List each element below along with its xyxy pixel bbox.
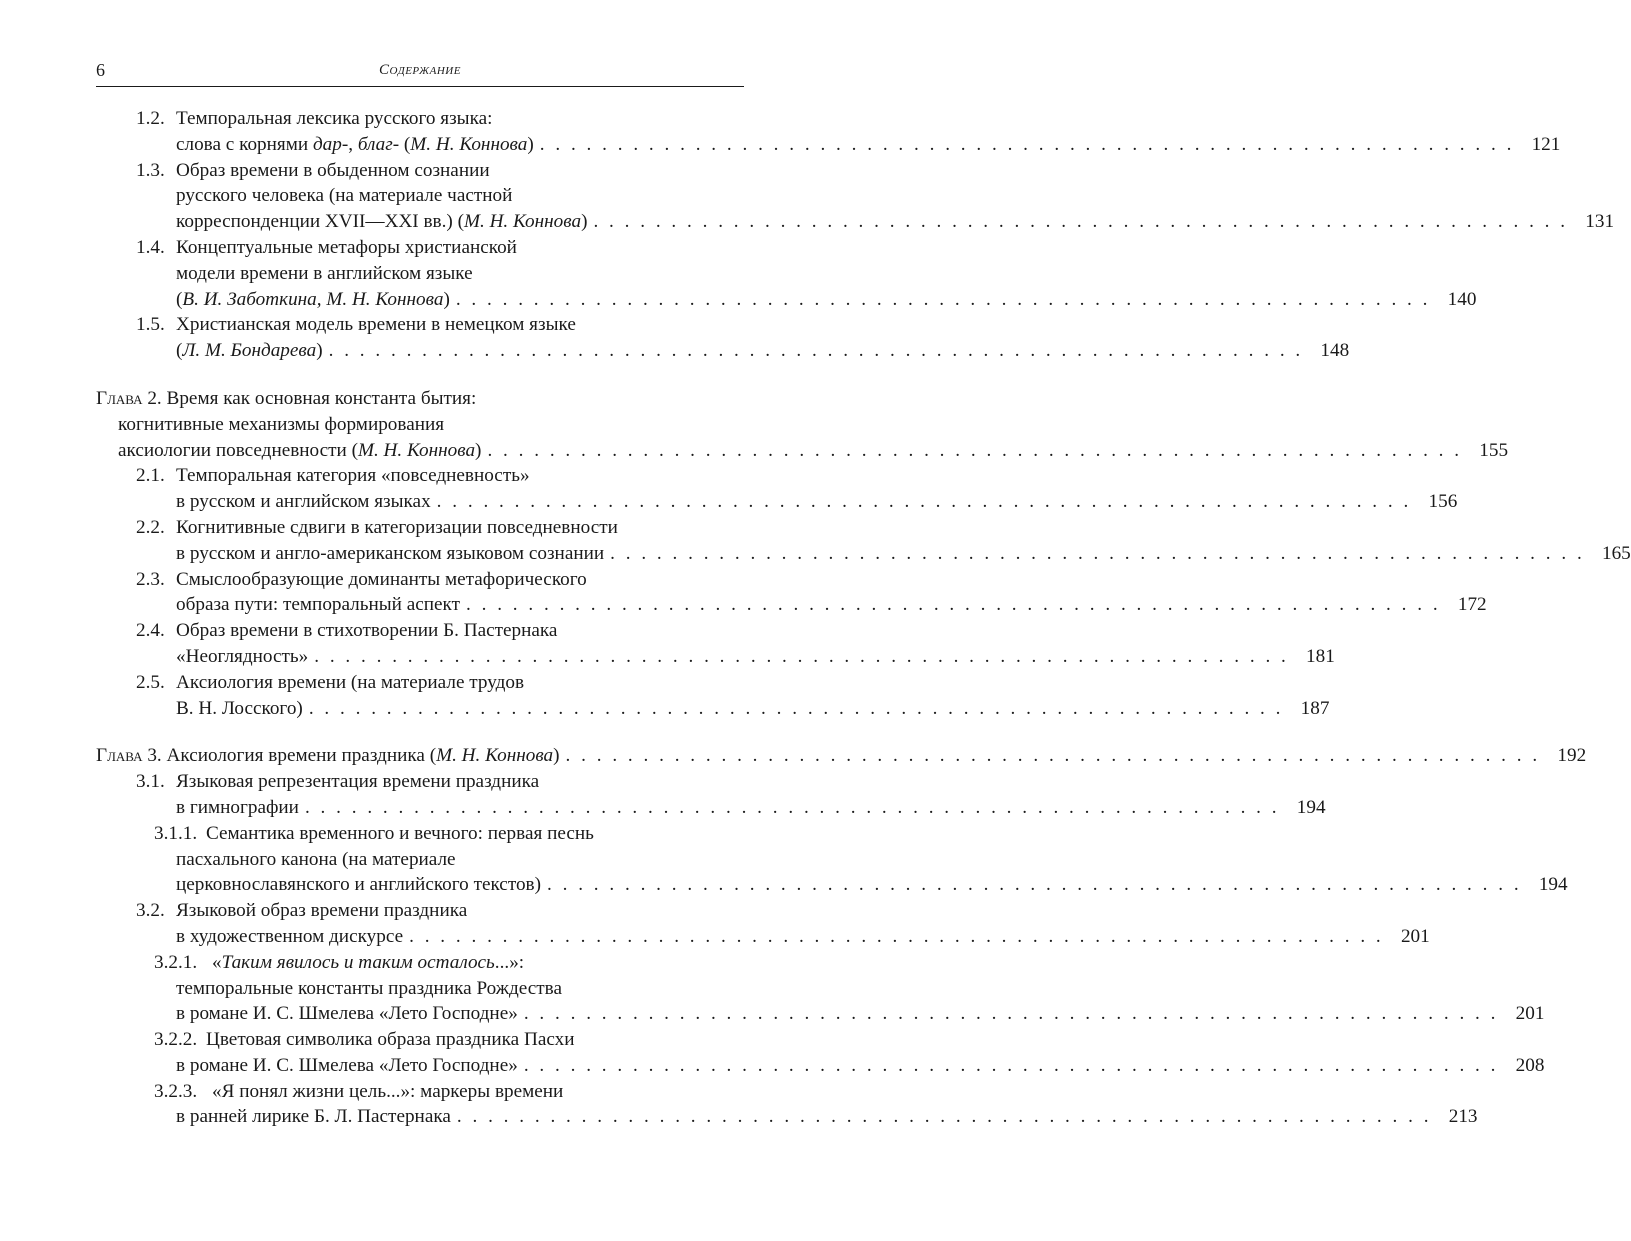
page-number: 6	[96, 60, 105, 80]
page-ref: 121	[1531, 133, 1561, 155]
toc-entry-1-2-line2[interactable]: слова с корнями дар-, благ- (М. Н. Коннова) . . . . . . . . . . . . . . . . . . . . . . . . . . . . . . . . . . . . . . . . . . . . . . . . . . . . . . . . . . . . . . . 121	[96, 132, 744, 158]
entry-number: 2.3.	[136, 568, 165, 590]
toc-entry-3-2-3-line2[interactable]: в ранней лирике Б. Л. Пастернака . . . . . . . . . . . . . . . . . . . . . . . . . . . . . . . . . . . . . . . . . . . . . . . . . . . . . . . . . . . . . . . 213	[96, 1104, 744, 1130]
entry-number: 3.2.3.	[154, 1080, 198, 1102]
toc-entry-3-1-1-line1: 3.1.1. Семантика временного и вечного: первая песнь	[96, 821, 744, 847]
entry-number: 1.5.	[136, 314, 165, 336]
toc-entry-1-5-line2[interactable]: (Л. М. Бондарева) . . . . . . . . . . . . . . . . . . . . . . . . . . . . . . . . . . . . . . . . . . . . . . . . . . . . . . . . . . . . . . . 148	[96, 338, 744, 364]
toc-entry-3-2-2-line1: 3.2.2. Цветовая символика образа праздника Пасхи	[96, 1027, 744, 1053]
entry-number: 3.2.	[136, 900, 165, 922]
dot-leader: . . . . . . . . . . . . . . . . . . . . . . . . . . . . . . . . . . . . . . . . . . . . . . . . . . . . . . . . . . . . . . .	[487, 439, 1463, 461]
dot-leader: . . . . . . . . . . . . . . . . . . . . . . . . . . . . . . . . . . . . . . . . . . . . . . . . . . . . . . . . . . . . . . .	[523, 1003, 1499, 1025]
page-ref: 201	[1515, 1003, 1545, 1025]
toc-entry-2-1-line2[interactable]: в русском и английском языках . . . . . . . . . . . . . . . . . . . . . . . . . . . . . . . . . . . . . . . . . . . . . . . . . . . . . . . . . . . . . . . 156	[96, 489, 744, 515]
dot-leader: . . . . . . . . . . . . . . . . . . . . . . . . . . . . . . . . . . . . . . . . . . . . . . . . . . . . . . . . . . . . . . .	[314, 645, 1289, 667]
page-ref: 155	[1479, 439, 1509, 461]
section-gap	[96, 364, 744, 386]
section-gap	[96, 721, 744, 743]
dot-leader: . . . . . . . . . . . . . . . . . . . . . . . . . . . . . . . . . . . . . . . . . . . . . . . . . . . . . . . . . . . . . . .	[547, 874, 1522, 896]
toc-entry-1-3-line3[interactable]: корреспонденции XVII—XXI вв.) (М. Н. Коннова) . . . . . . . . . . . . . . . . . . . . . . . . . . . . . . . . . . . . . . . . . . . . . . . . . . . . . . . . . . . . . . . 131	[96, 209, 744, 235]
entry-author: М. Н. Коннова	[436, 745, 554, 767]
toc-entry-2-3-line2[interactable]: образа пути: темпоральный аспект . . . . . . . . . . . . . . . . . . . . . . . . . . . . . . . . . . . . . . . . . . . . . . . . . . . . . . . . . . . . . . . 172	[96, 592, 744, 618]
entry-number: 2.1.	[136, 465, 165, 487]
running-header	[96, 60, 744, 87]
toc-entry-1-4-line2: модели времени в английском языке	[176, 262, 473, 284]
page-ref: 156	[1428, 491, 1458, 513]
dot-leader: . . . . . . . . . . . . . . . . . . . . . . . . . . . . . . . . . . . . . . . . . . . . . . . . . . . . . . . . . . . . . . .	[455, 288, 1431, 310]
toc-chapter-2-line1: Глава 2. Время как основная константа бытия:	[96, 387, 477, 409]
entry-number: 3.2.2.	[154, 1029, 198, 1051]
toc-entry-3-1-1-line3[interactable]: церковнославянского и английского текстов) . . . . . . . . . . . . . . . . . . . . . . . . . . . . . . . . . . . . . . . . . . . . . . . . . . . . . . . . . . . . . . . 194	[96, 872, 744, 898]
chapter-label: Глава 3.	[96, 745, 162, 767]
dot-leader: . . . . . . . . . . . . . . . . . . . . . . . . . . . . . . . . . . . . . . . . . . . . . . . . . . . . . . . . . . . . . . .	[328, 340, 1304, 362]
page-ref: 131	[1585, 211, 1615, 233]
toc-entry-3-1-line1: 3.1. Языковая репрезентация времени праздника	[96, 769, 744, 795]
toc-entry-3-1-line2[interactable]: в гимнографии . . . . . . . . . . . . . . . . . . . . . . . . . . . . . . . . . . . . . . . . . . . . . . . . . . . . . . . . . . . . . . . 194	[96, 795, 744, 821]
page-ref: 140	[1447, 288, 1477, 310]
toc-entry-3-2-1-line1: 3.2.1. «Таким явилось и таким осталось...»:	[96, 950, 744, 976]
toc-entry-1-3-line2: русского человека (на материале частной	[176, 185, 513, 207]
page-ref: 201	[1400, 925, 1430, 947]
toc-chapter-3-line1[interactable]: Глава 3. Аксиология времени праздника (М. Н. Коннова) . . . . . . . . . . . . . . . . . . . . . . . . . . . . . . . . . . . . . . . . . . . . . . . . . . . . . . . . . . . . . . . 192	[96, 743, 744, 769]
running-title: Содержание	[379, 62, 461, 78]
toc-entry-2-2-line1: 2.2. Когнитивные сдвиги в категоризации повседневности	[96, 515, 744, 541]
entry-number: 1.2.	[136, 108, 165, 129]
page-ref: 208	[1515, 1054, 1545, 1076]
toc-chapter-2-line3[interactable]: аксиологии повседневности (М. Н. Коннова) . . . . . . . . . . . . . . . . . . . . . . . . . . . . . . . . . . . . . . . . . . . . . . . . . . . . . . . . . . . . . . . 155	[96, 438, 744, 464]
toc-entry-1-2-line1	[96, 106, 744, 132]
dot-leader: . . . . . . . . . . . . . . . . . . . . . . . . . . . . . . . . . . . . . . . . . . . . . . . . . . . . . . . . . . . . . . .	[539, 133, 1515, 155]
toc-entry-2-4-line1: 2.4. Образ времени в стихотворении Б. Пастернака	[96, 618, 744, 644]
toc-entry-3-2-2-line2[interactable]: в романе И. С. Шмелева «Лето Господне» . . . . . . . . . . . . . . . . . . . . . . . . . . . . . . . . . . . . . . . . . . . . . . . . . . . . . . . . . . . . . . . 208	[96, 1053, 744, 1079]
page-ref: 192	[1557, 745, 1587, 767]
dot-leader: . . . . . . . . . . . . . . . . . . . . . . . . . . . . . . . . . . . . . . . . . . . . . . . . . . . . . . . . . . . . . . .	[409, 925, 1384, 947]
entry-number: 1.4.	[136, 236, 165, 258]
toc-entry-3-2-line1: 3.2. Языковой образ времени праздника	[96, 898, 744, 924]
toc-entry-1-4-line3[interactable]: (В. И. Заботкина, М. Н. Коннова) . . . . . . . . . . . . . . . . . . . . . . . . . . . . . . . . . . . . . . . . . . . . . . . . . . . . . . . . . . . . . . . 140	[96, 287, 744, 313]
toc-entry-2-1-line1: 2.1. Темпоральная категория «повседневность»	[96, 463, 744, 489]
dot-leader: . . . . . . . . . . . . . . . . . . . . . . . . . . . . . . . . . . . . . . . . . . . . . . . . . . . . . . . . . . . . . . .	[466, 594, 1441, 616]
dot-leader: . . . . . . . . . . . . . . . . . . . . . . . . . . . . . . . . . . . . . . . . . . . . . . . . . . . . . . . . . . . . . . .	[308, 697, 1284, 719]
page-ref: 194	[1538, 874, 1568, 896]
chapter-label: Глава 2.	[96, 387, 162, 409]
dot-leader: . . . . . . . . . . . . . . . . . . . . . . . . . . . . . . . . . . . . . . . . . . . . . . . . . . . . . . . . . . . . . . .	[610, 542, 1585, 564]
entry-number: 1.3.	[136, 159, 165, 181]
entry-number: 3.1.1.	[154, 822, 198, 844]
toc-entry-1-3-line1: 1.3. Образ времени в обыденном сознании	[96, 158, 744, 184]
toc-entry-3-2-3-line1: 3.2.3. «Я понял жизни цель...»: маркеры времени	[96, 1079, 744, 1105]
table-of-contents	[96, 106, 1631, 1130]
toc-entry-2-3-line1: 2.3. Смыслообразующие доминанты метафорического	[96, 567, 744, 593]
toc-entry-2-5-line2[interactable]: В. Н. Лосского) . . . . . . . . . . . . . . . . . . . . . . . . . . . . . . . . . . . . . . . . . . . . . . . . . . . . . . . . . . . . . . . 187	[96, 696, 744, 722]
dot-leader: . . . . . . . . . . . . . . . . . . . . . . . . . . . . . . . . . . . . . . . . . . . . . . . . . . . . . . . . . . . . . . .	[565, 745, 1541, 767]
entry-author: М. Н. Коннова	[357, 439, 476, 461]
entry-number: 2.4.	[136, 620, 165, 642]
toc-entry-2-5-line1: 2.5. Аксиология времени (на материале трудов	[96, 670, 744, 696]
page-ref: 213	[1448, 1106, 1478, 1128]
entry-number: 2.5.	[136, 671, 165, 693]
toc-entry-2-4-line2[interactable]: «Неоглядность» . . . . . . . . . . . . . . . . . . . . . . . . . . . . . . . . . . . . . . . . . . . . . . . . . . . . . . . . . . . . . . . 181	[96, 644, 744, 670]
dot-leader: . . . . . . . . . . . . . . . . . . . . . . . . . . . . . . . . . . . . . . . . . . . . . . . . . . . . . . . . . . . . . . .	[456, 1106, 1432, 1128]
toc-entry-2-2-line2[interactable]: в русском и англо-американском языковом сознании . . . . . . . . . . . . . . . . . . . . . . . . . . . . . . . . . . . . . . . . . . . . . . . . . . . . . . . . . . . . . . . 165	[96, 541, 744, 567]
entry-number: 3.2.1.	[154, 951, 198, 973]
entry-number: 2.2.	[136, 516, 165, 538]
toc-entry-1-5-line1: 1.5. Христианская модель времени в немецком языке	[96, 312, 744, 338]
entry-author: М. Н. Коннова	[464, 211, 582, 233]
entry-author: В. И. Заботкина, М. Н. Коннова	[182, 288, 444, 310]
page-ref: 194	[1296, 796, 1326, 818]
entry-author: Л. М. Бондарева	[182, 340, 317, 362]
entry-author: М. Н. Коннова	[410, 133, 528, 155]
dot-leader: . . . . . . . . . . . . . . . . . . . . . . . . . . . . . . . . . . . . . . . . . . . . . . . . . . . . . . . . . . . . . . .	[593, 211, 1569, 233]
toc-entry-3-2-line2[interactable]: в художественном дискурсе . . . . . . . . . . . . . . . . . . . . . . . . . . . . . . . . . . . . . . . . . . . . . . . . . . . . . . . . . . . . . . . 201	[96, 924, 744, 950]
toc-entry-3-1-1-line2: пасхального канона (на материале	[176, 848, 456, 870]
toc-entry-1-4-line1: 1.4. Концептуальные метафоры христианской	[96, 235, 744, 261]
dot-leader: . . . . . . . . . . . . . . . . . . . . . . . . . . . . . . . . . . . . . . . . . . . . . . . . . . . . . . . . . . . . . . .	[436, 491, 1412, 513]
entry-number: 3.1.	[136, 771, 165, 793]
dot-leader: . . . . . . . . . . . . . . . . . . . . . . . . . . . . . . . . . . . . . . . . . . . . . . . . . . . . . . . . . . . . . . .	[523, 1054, 1499, 1076]
page-ref: 187	[1300, 697, 1330, 719]
toc-chapter-2-line2: когнитивные механизмы формирования	[118, 413, 445, 435]
toc-entry-3-2-1-line2: темпоральные константы праздника Рождества	[176, 977, 562, 999]
dot-leader: . . . . . . . . . . . . . . . . . . . . . . . . . . . . . . . . . . . . . . . . . . . . . . . . . . . . . . . . . . . . . . .	[304, 796, 1280, 818]
page-ref: 172	[1457, 594, 1487, 616]
toc-entry-3-2-1-line3[interactable]: в романе И. С. Шмелева «Лето Господне» . . . . . . . . . . . . . . . . . . . . . . . . . . . . . . . . . . . . . . . . . . . . . . . . . . . . . . . . . . . . . . . 201	[96, 1001, 744, 1027]
page-ref: 148	[1320, 340, 1350, 362]
page-ref: 181	[1306, 645, 1335, 667]
entry-title-line: Темпоральная лексика русского языка:	[176, 108, 493, 129]
page-ref: 165	[1601, 542, 1631, 564]
